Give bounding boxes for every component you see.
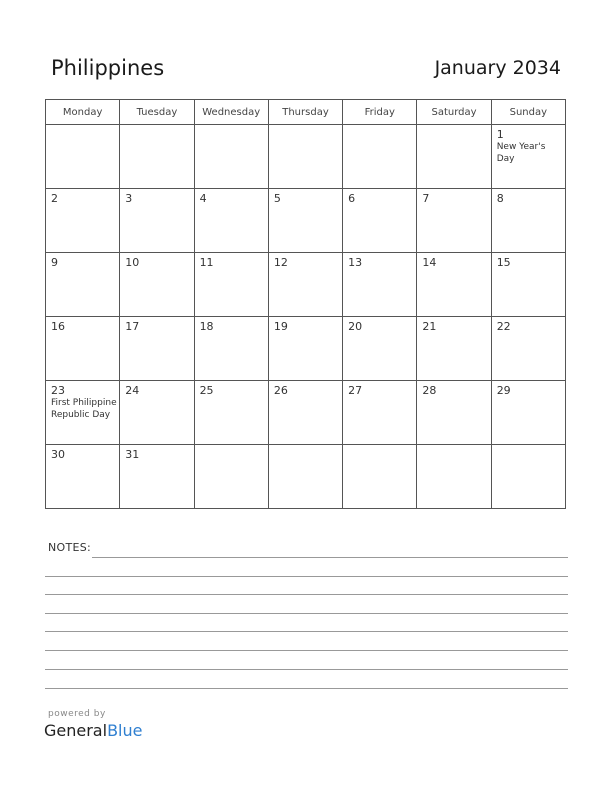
day-cell [491,445,565,509]
weekday-header: Sunday [491,100,565,125]
day-cell [417,381,491,445]
day-cell [417,317,491,381]
powered-by-text: powered by [48,709,106,719]
weekday-header: Tuesday [120,100,194,125]
day-cell [343,189,417,253]
day-cell [491,125,565,189]
day-number: 12 [273,256,288,269]
month-year-title: January 2034 [434,57,561,79]
calendar-grid [45,99,566,509]
day-number: 30 [51,448,65,461]
day-number: 7 [422,192,430,205]
week-row [46,381,566,445]
day-number: 10 [125,256,140,269]
notes-line [45,576,568,577]
day-number: 2 [51,192,58,205]
notes-line [45,688,568,689]
generalblue-logo [44,721,142,740]
notes-line [45,594,568,595]
day-cell [194,253,268,317]
day-cell [46,445,120,509]
day-cell [417,445,491,509]
day-number: 15 [496,256,511,269]
day-number: 18 [199,320,214,333]
day-cell [120,381,194,445]
day-cell [120,253,194,317]
day-number: 28 [422,384,437,397]
weekday-header: Saturday [417,100,491,125]
day-number: 17 [125,320,140,333]
day-number: 25 [199,384,214,397]
day-cell [194,381,268,445]
notes-line [92,557,568,558]
day-cell [46,189,120,253]
day-number: 19 [273,320,288,333]
notes-line [45,613,568,614]
day-cell [120,189,194,253]
day-number: 1 [496,128,504,141]
day-number: 31 [125,448,140,461]
day-number: 11 [199,256,214,269]
country-title: Philippines [51,56,165,80]
day-cell [268,381,342,445]
day-cell [120,317,194,381]
notes-label: NOTES: [48,541,92,554]
day-cell [343,253,417,317]
day-number: 5 [273,192,281,205]
brand-general: General [44,721,108,740]
day-cell [491,381,565,445]
day-cell [343,317,417,381]
day-cell [343,381,417,445]
weekday-header: Monday [46,100,120,125]
day-cell [194,125,268,189]
day-cell [120,445,194,509]
notes-line [45,631,568,632]
week-row [46,125,566,189]
day-cell [268,189,342,253]
day-number: 26 [273,384,288,397]
notes-line [45,669,568,670]
day-cell [46,381,120,445]
day-number: 20 [348,320,363,333]
week-row [46,253,566,317]
day-number: 13 [348,256,363,269]
day-cell [491,317,565,381]
notes-line [45,650,568,651]
day-number: 29 [496,384,511,397]
day-number: 22 [496,320,511,333]
weekday-header: Friday [343,100,417,125]
day-cell [194,189,268,253]
week-row [46,445,566,509]
day-number: 8 [496,192,504,205]
day-cell [343,125,417,189]
holiday-label: First Philippine Republic Day [51,398,117,420]
day-cell [46,253,120,317]
day-number: 24 [125,384,140,397]
day-cell [46,317,120,381]
day-number: 4 [199,192,207,205]
day-cell [268,253,342,317]
weekday-header: Wednesday [194,100,268,125]
weekday-header-row [46,100,566,125]
day-number: 14 [422,256,437,269]
day-cell [343,445,417,509]
day-number: 9 [51,256,58,269]
week-row [46,317,566,381]
day-number: 21 [422,320,437,333]
day-cell [491,189,565,253]
weekday-header: Thursday [268,100,342,125]
day-cell [268,125,342,189]
day-cell [491,253,565,317]
day-number: 16 [51,320,65,333]
brand-blue: Blue [107,721,143,740]
day-cell [417,253,491,317]
day-cell [268,317,342,381]
day-cell [194,317,268,381]
day-cell [194,445,268,509]
day-cell [120,125,194,189]
day-number: 3 [125,192,133,205]
day-cell [268,445,342,509]
week-row [46,189,566,253]
day-number: 6 [348,192,356,205]
day-cell [417,189,491,253]
day-cell [417,125,491,189]
day-number: 27 [348,384,363,397]
holiday-label: New Year's Day [496,142,546,164]
day-cell [46,125,120,189]
day-number: 23 [51,384,65,397]
